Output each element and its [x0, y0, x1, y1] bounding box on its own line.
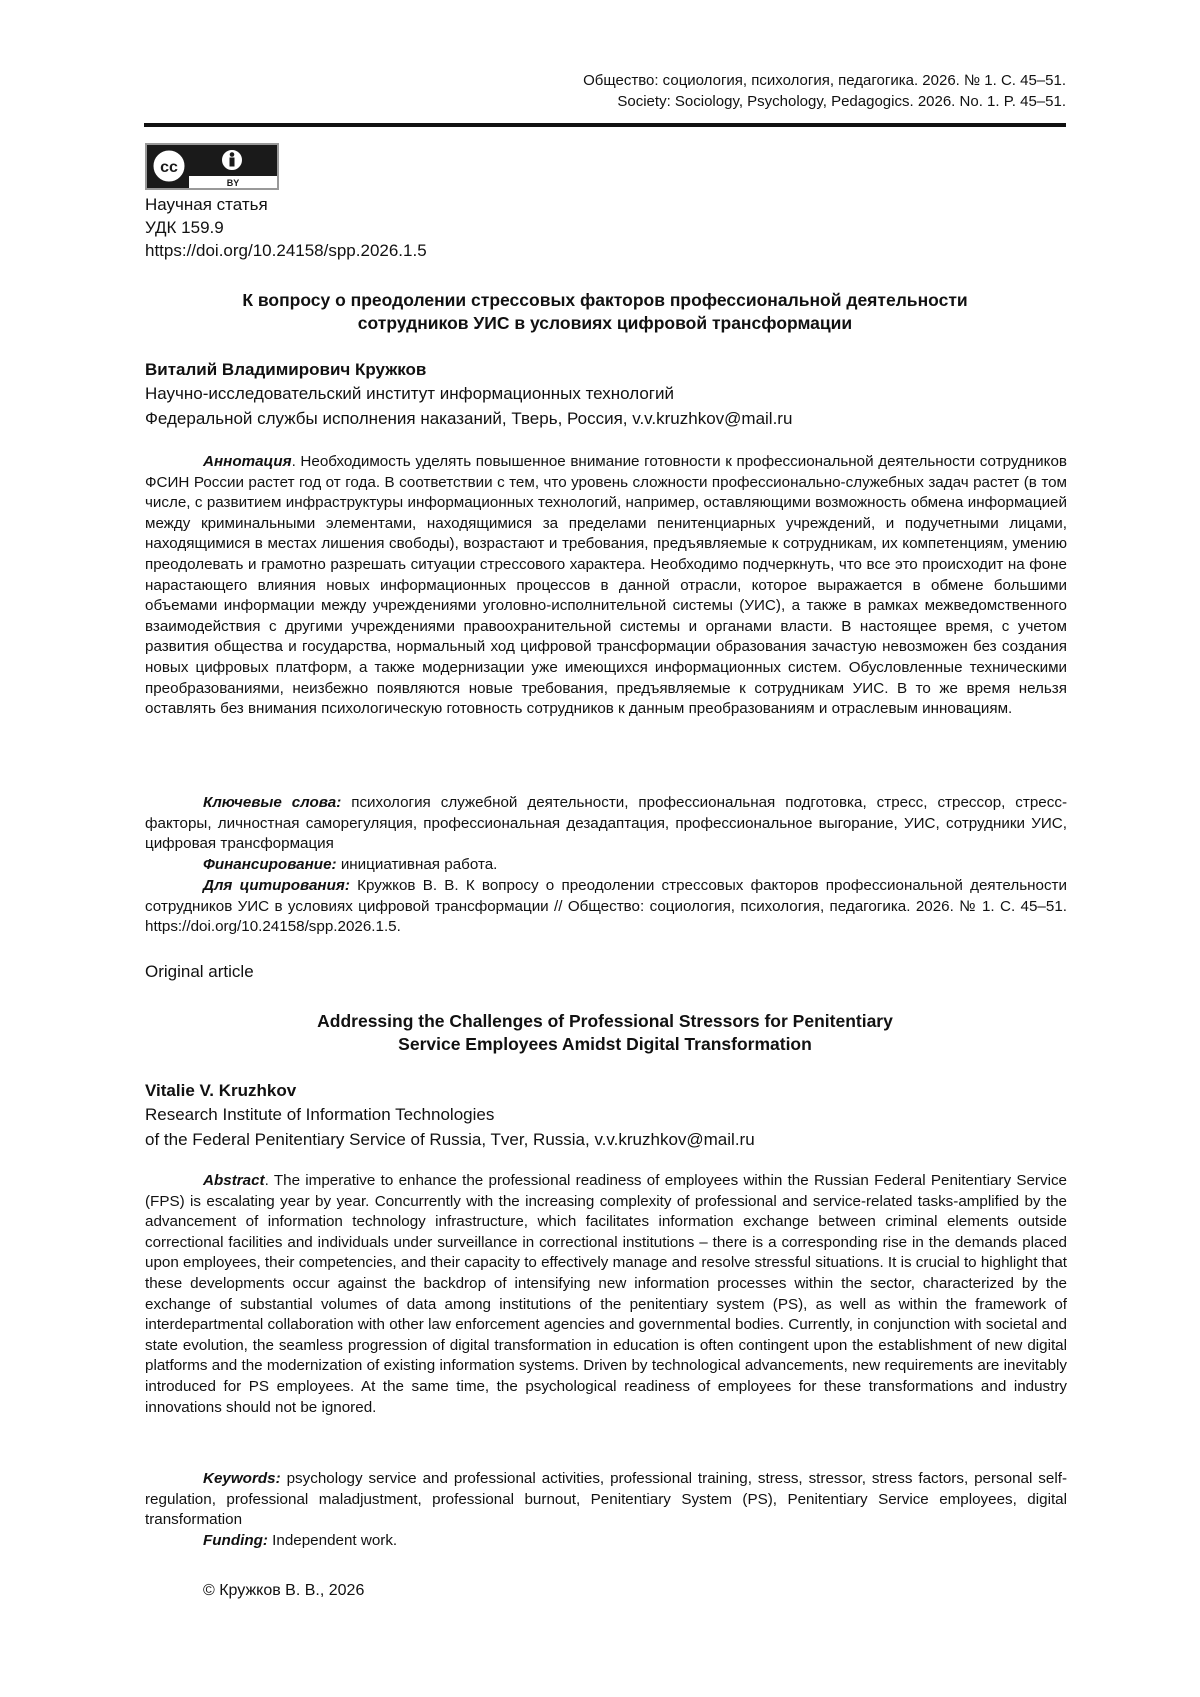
- keywords-en-label: Keywords:: [203, 1470, 281, 1487]
- udc-code: УДК 159.9: [145, 218, 224, 237]
- keywords-en-text: psychology service and professional activities, professional training, stress, stressor, stress factors, personal self-regulation, professional maladjustment, professional burnout, Penitentiary System (PS), Penitentiary Service employees, digital transformation: [145, 1470, 1067, 1529]
- article-type: Научная статья: [145, 195, 268, 214]
- title-en: [144, 1010, 1066, 1056]
- keywords-ru: [145, 793, 1067, 855]
- abstract-en: [145, 1171, 1067, 1418]
- by-text: BY: [226, 178, 240, 188]
- keywords-en: [145, 1469, 1067, 1531]
- funding-en: [145, 1531, 1067, 1552]
- affiliation-en: [145, 1102, 755, 1152]
- copyright-notice: © Кружков В. В., 2026: [203, 1582, 365, 1599]
- cc-by-license-icon[interactable]: [145, 143, 279, 190]
- author-ru: Виталий Владимирович Кружков: [145, 360, 427, 379]
- title-ru-line1: К вопросу о преодолении стрессовых факторов профессиональной деятельности: [242, 290, 968, 310]
- funding-en-text: Independent work.: [267, 1532, 398, 1549]
- affiliation-ru-line2[interactable]: Федеральной службы исполнения наказаний, Тверь, Россия, v.v.kruzhkov@mail.ru: [145, 409, 793, 428]
- funding-en-label: Funding:: [203, 1532, 268, 1549]
- abstract-en-label: Abstract: [203, 1172, 265, 1189]
- abstract-ru: [145, 452, 1067, 720]
- abstract-ru-text: . Необходимость уделять повышенное внимание готовности к профессиональной деятельности сотрудников ФСИН России растет год от года. В соответствии с тем, что уровень сложности профессионально-служебных задач растет (в том числе, с развитием инфраструктуры информационных технологий, например, оставляющими возможность обмена информацией между криминальными элементами, находящимися за пределами пенитенциарных учреждений, и подучетными лицами, находящимися в местах лишения свободы), возрастают и требования, предъявляемые к сотрудникам, их компетенциям, умению преодолевать и грамотно разрешать ситуации стрессового характера. Необходимо подчеркнуть, что все это происходит на фоне нарастающего влияния новых информационных процессов в данной отрасли, которое выражается в обмене большими объемами информации между учреждениями уголовно-исполнительной системы (УИС), а также в рамках межведомственного взаимодействия с другими учреждениями правоохранительной системы и органами власти. В настоящее время, с учетом развития общества и государства, нормальный ход цифровой трансформации образования зачастую невозможен без создания новых цифровых платформ, а также модернизации уже имеющихся информационных систем. Обусловленные техническими преобразованиями, неизбежно появляются новые требования, предъявляемые к сотрудникам УИС. В то же время нельзя оставлять без внимания психологическую готовность сотрудников к данным преобразованиям и отраслевым инновациям.: [145, 453, 1067, 718]
- journal-citation-en: Society: Sociology, Psychology, Pedagogics. 2026. No. 1. P. 45–51.: [617, 93, 1066, 110]
- citation-ru-label: Для цитирования:: [203, 877, 350, 894]
- affiliation-en-line1: Research Institute of Information Technologies: [145, 1105, 495, 1124]
- title-en-line1: Addressing the Challenges of Professional Stressors for Penitentiary: [317, 1011, 893, 1031]
- doi-link[interactable]: https://doi.org/10.24158/spp.2026.1.5: [145, 241, 427, 260]
- citation-ru-text: Кружков В. В. К вопросу о преодолении стрессовых факторов профессиональной деятельности сотрудников УИС в условиях цифровой трансформации // Общество: социология, психология, педагогика. 2026. № 1. С. 45–51. https://doi.org/10.24158/spp.2026.1.5.: [145, 877, 1068, 936]
- journal-header: [583, 70, 1066, 112]
- article-meta: [145, 193, 427, 262]
- funding-ru: [145, 855, 1067, 876]
- affiliation-ru-line1: Научно-исследовательский институт информационных технологий: [145, 384, 674, 403]
- funding-ru-label: Финансирование:: [203, 856, 337, 873]
- abstract-en-text: . The imperative to enhance the professional readiness of employees within the Russian Federal Penitentiary Service (FPS) is escalating year by year. Concurrently with the increasing complexity of professional and service-related tasks-amplified by the advancement of information technology infrastructure, which facilitates information exchange between criminal elements outside correctional facilities and individuals under surveillance in correctional institutions – there is a corresponding rise in the demands placed upon employees, their competencies, and their capacity to effectively manage and resolve stressful situations. It is crucial to highlight that these developments occur against the backdrop of intensifying new information processes within the sector, characterized by the exchange of substantial volumes of data among institutions of the penitentiary system (PS), as well as within the framework of interdepartmental collaboration with other law enforcement agencies and governmental bodies. Currently, in conjunction with societal and state evolution, the seamless progression of digital transformation in education is often contingent upon the establishment of new digital platforms and the modernization of existing information systems. Driven by technological advancements, new requirements are inevitably introduced for PS employees. At the same time, the psychological readiness of employees for these transformations and industry innovations should not be ignored.: [145, 1172, 1067, 1416]
- title-ru-line2: сотрудников УИС в условиях цифровой трансформации: [357, 313, 853, 333]
- title-ru: [144, 289, 1066, 335]
- funding-ru-text: инициативная работа.: [336, 856, 498, 873]
- journal-citation-ru: Общество: социология, психология, педагогика. 2026. № 1. С. 45–51.: [583, 72, 1066, 89]
- abstract-ru-label: Аннотация: [203, 453, 292, 470]
- citation-ru: [145, 876, 1067, 938]
- article-type-en: Original article: [145, 962, 254, 981]
- affiliation-ru: [145, 381, 792, 431]
- keywords-ru-text: психология служебной деятельности, профессиональная подготовка, стресс, стрессор, стресс-факторы, личностная саморегуляция, профессиональная дезадаптация, профессиональное выгорание, УИС, сотрудники УИС, цифровая трансформация: [145, 794, 1067, 853]
- keywords-ru-label: Ключевые слова:: [203, 794, 342, 811]
- title-en-line2: Service Employees Amidst Digital Transformation: [398, 1034, 812, 1054]
- affiliation-en-line2[interactable]: of the Federal Penitentiary Service of Russia, Tver, Russia, v.v.kruzhkov@mail.ru: [145, 1130, 755, 1149]
- cc-text: cc: [160, 159, 178, 176]
- author-en: Vitalie V. Kruzhkov: [145, 1081, 297, 1100]
- header-rule: [144, 123, 1066, 127]
